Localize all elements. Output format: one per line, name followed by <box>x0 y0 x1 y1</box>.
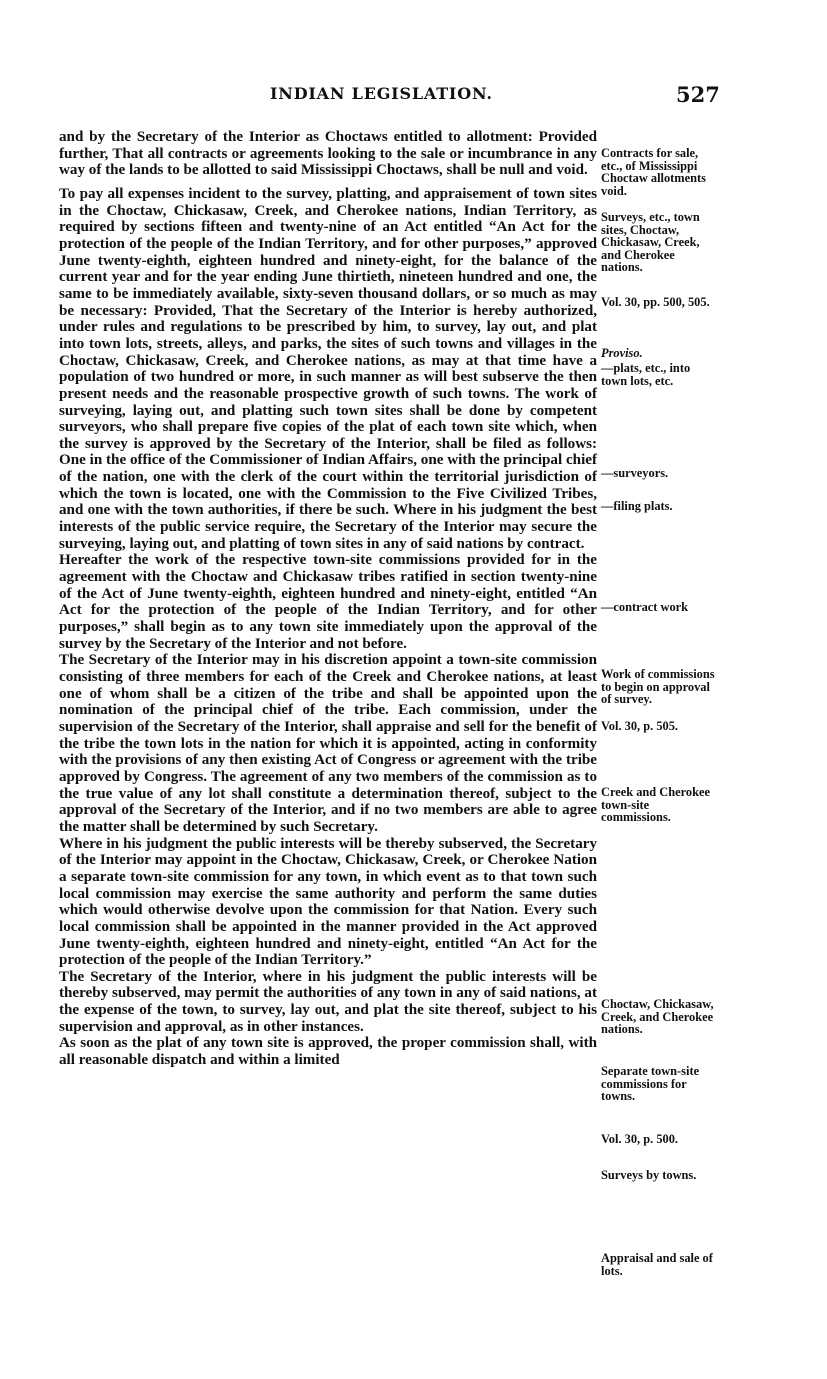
margin-note: Appraisal and sale of lots. <box>601 1251 713 1278</box>
main-text <box>59 129 597 1069</box>
margin-note: Choctaw, Chickasaw, Creek, and Cherokee nations. <box>601 997 714 1037</box>
margin-note: Vol. 30, pp. 500, 505. <box>601 295 710 309</box>
paragraph: As soon as the plat of any town site is approved, the proper commission shall, with all reasonable dispatch and within a limited <box>59 1035 597 1069</box>
margin-note: Separate town-site commissions for towns. <box>601 1064 700 1104</box>
paragraph: Hereafter the work of the respective town-site commissions provided for in the agreement with the Choctaw and Chickasaw tribes ratified in section twenty-nine of the Act of June twenty-eighth, eighteen hundred and ninety-eight, entitled “An Act for the protection of the people of the Indian Territory, and for other purposes,” shall begin as to any town site immediately upon the approval of the survey by the Secretary of the Interior and not before. <box>59 552 597 652</box>
margin-note: Vol. 30, p. 505. <box>601 719 678 733</box>
margin-note: Surveys by towns. <box>601 1168 697 1182</box>
paragraph: To pay all expenses incident to the survey, platting, and appraisement of town sites in the Choctaw, Chickasaw, Creek, and Cherokee nations, Indian Territory, as required by sections fifteen and twenty-nine of an Act entitled “An Act for the protection of the people of the Indian Territory, and for other purposes,” approved June twenty-eighth, eighteen hundred and ninety-eight, for the balance of the current year and for the year ending June thirtieth, nineteen hundred and one, the same to be immediately available, sixty-seven thousand dollars, or so much as may be necessary: Provided, That the Secretary of the Interior is hereby authorized, under rules and regulations to be prescribed by him, to survey, lay out, and plat into town lots, streets, alleys, and parks, the sites of such towns and villages in the Choctaw, Chickasaw, Creek, and Cherokee nations, as may at that time have a population of two hundred or more, in such manner as will best subserve the then present needs and the reasonable prospective growth of such towns. The work of surveying, laying out, and platting such town sites shall be done by competent surveyors, who shall prepare five copies of the plat of each town site which, when the survey is approved by the Secretary of the Interior, shall be filed as follows: One in the office of the Commissioner of Indian Affairs, one with the principal chief of the nation, one with the clerk of the court within the territorial jurisdiction of which the town is located, one with the Commission to the Five Civilized Tribes, and one with the town authorities, if there be such. Where in his judgment the best interests of the public service require, the Secretary of the Interior may secure the surveying, laying out, and platting of town sites in any of said nations by contract. <box>59 185 597 552</box>
margin-note: Vol. 30, p. 500. <box>601 1132 678 1146</box>
paragraph: The Secretary of the Interior, where in his judgment the public interests will be thereby subserved, may permit the authorities of any town in any of said nations, at the expense of the town, to survey, lay out, and plat the site thereof, subject to his supervision and approval, as in other instances. <box>59 968 597 1035</box>
margin-note: —contract work <box>601 600 689 614</box>
margin-note: —plats, etc., into town lots, etc. <box>601 361 691 388</box>
paragraph: The Secretary of the Interior may in his discretion appoint a town-site commission consisting of three members for each of the Creek and Cherokee nations, at least one of whom shall be a citizen of the tribe and shall be appointed upon the nomination of the principal chief of the tribe. Each commission, under the supervision of the Secretary of the Interior, shall appraise and sell for the benefit of the tribe the town lots in the nation for which it is appointed, acting in conformity with the provisions of any then existing Act of Congress or agreement with the tribe approved by Congress. The agreement of any two members of the commission as to the true value of any lot shall constitute a determination thereof, subject to the approval of the Secretary of the Interior, and if no two members are able to agree the matter shall be determined by such Secretary. <box>59 652 597 835</box>
margin-note: —filing plats. <box>601 499 673 513</box>
page-number: 527 <box>676 82 720 107</box>
margin-note: Creek and Cherokee town-site commissions. <box>601 785 710 825</box>
page-header <box>0 82 827 112</box>
paragraph: Where in his judgment the public interests will be thereby subserved, the Secretary of the Interior may appoint in the Choctaw, Chickasaw, Creek, or Cherokee Nation a separate town-site commission for any town, in which event as to that town such local commission may exercise the same authority and perform the same duties which would otherwise devolve upon the commission for that Nation. Every such local commission shall be appointed in the manner provided in the Act approved June twenty-eighth, eighteen hundred and ninety-eight, entitled “An Act for the protection of the people of the Indian Territory.” <box>59 835 597 969</box>
paragraph: and by the Secretary of the Interior as Choctaws entitled to allotment: Provided further, That all contracts or agreements looking to the sale or incumbrance in any way of the lands to be allotted to said Mississippi Choctaws, shall be null and void. <box>59 129 597 179</box>
running-head: INDIAN LEGISLATION. <box>270 84 493 103</box>
margin-note: Proviso. <box>601 346 643 360</box>
margin-note: —surveyors. <box>601 466 669 480</box>
margin-note: Work of commissions to begin on approval of survey. <box>601 667 715 707</box>
margin-note: Contracts for sale, etc., of Mississippi Choctaw allotments void. <box>601 146 706 198</box>
margin-note: Surveys, etc., town sites, Choctaw, Chickasaw, Creek, and Cherokee nations. <box>601 210 700 275</box>
